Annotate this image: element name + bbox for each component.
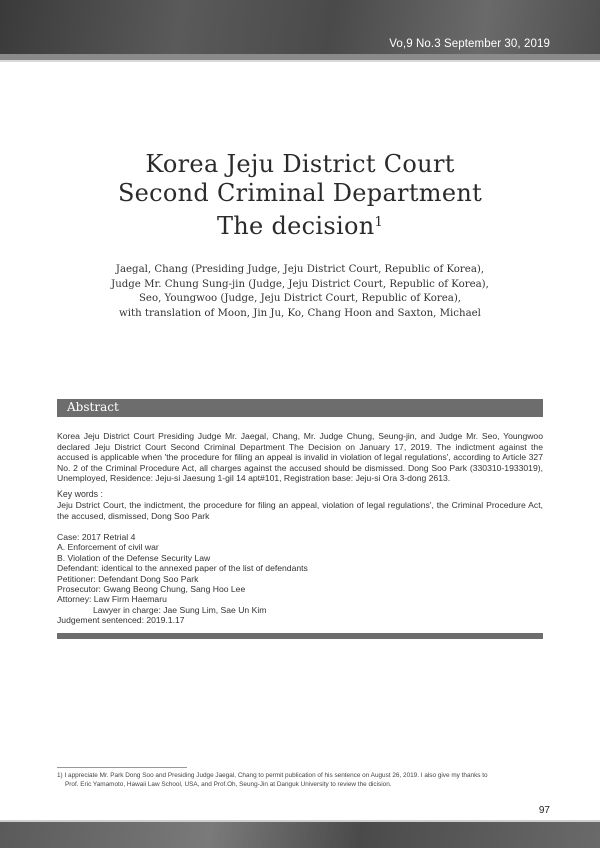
title-line-3 bbox=[0, 208, 600, 241]
footnote-line: 1) I appreciate Mr. Park Dong Soo and Presiding Judge Jaegal, Chang to permit publication of his sentence on August 26, 2019. I also give my thanks to bbox=[57, 772, 488, 779]
case-line: Petitioner: Defendant Dong Soo Park bbox=[57, 573, 199, 584]
page-title bbox=[0, 150, 600, 241]
header-band bbox=[0, 0, 600, 62]
footer-band bbox=[0, 822, 600, 848]
section-end-bar bbox=[57, 633, 543, 639]
author-line: Jaegal, Chang (Presiding Judge, Jeju District Court, Republic of Korea), bbox=[115, 264, 485, 275]
case-line: Judgement sentenced: 2019.1.17 bbox=[57, 615, 185, 626]
author-list bbox=[0, 263, 600, 321]
case-line: B. Violation of the Defense Security Law bbox=[57, 552, 211, 563]
case-info bbox=[57, 532, 308, 626]
keywords-text: Jeju Dstrict Court, the indictment, the procedure for filing an appeal, violation of legal regulations', the Criminal Procedure Act, the accused, dismissed, Dong Soo Park bbox=[57, 500, 543, 521]
keywords-heading: Key words : bbox=[57, 489, 103, 499]
footnote-line: Prof. Eric Yamamoto, Hawaii Law School, USA, and Prof.Oh, Seung-Jin at Danguk University to review the dicision. bbox=[65, 780, 392, 788]
abstract-heading-bar bbox=[57, 399, 543, 417]
author-line: Judge Mr. Chung Sung-jin (Judge, Jeju District Court, Republic of Korea), bbox=[111, 278, 489, 290]
footnote-marker[interactable]: 1 bbox=[374, 215, 384, 230]
abstract-text: Korea Jeju District Court Presiding Judge Mr. Jaegal, Chang, Mr. Judge Chung, Seung-jin, and Judge Mr. Seo, Youngwoo declared Jeju District Court Second Criminal Department The Decision on January 17, 2019. The indictment against the accused is applicable when 'the procedure for filing an appeal is invalid in violation of legal regulations', according to Article 327 No. 2 of the Criminal Procedure Act, all charges against the accused should be dismissed. Dong Soo Park (330310-1933019), Unemployed, Residence: Jeju-si Jaesung 1-gil 14 apt#101, Registration base: Jeju-si Ora 3-dong 2613. bbox=[57, 431, 543, 484]
footnote-rule bbox=[57, 767, 187, 768]
case-line: Attorney: Law Firm Haemaru bbox=[57, 594, 167, 605]
author-line: with translation of Moon, Jin Ju, Ko, Chang Hoon and Saxton, Michael bbox=[119, 307, 481, 319]
author-line: Seo, Youngwoo (Judge, Jeju District Court, Republic of Korea), bbox=[138, 293, 462, 304]
case-line: Case: 2017 Retrial 4 bbox=[57, 532, 136, 542]
case-line: Defendant: identical to the annexed paper of the list of defendants bbox=[57, 563, 308, 574]
title-line-3-text: The decision bbox=[216, 212, 375, 240]
page-number: 97 bbox=[538, 805, 550, 816]
case-line: A. Enforcement of civil war bbox=[57, 542, 159, 553]
issue-label: Vo,9 No.3 September 30, 2019 bbox=[389, 38, 550, 50]
title-line-2: Second Criminal Department bbox=[117, 179, 483, 207]
header-rule bbox=[0, 60, 600, 62]
footnote bbox=[57, 772, 547, 789]
case-line: Lawyer in charge: Jae Sung Lim, Sae Un Kim bbox=[93, 604, 267, 615]
abstract-heading: Abstract bbox=[67, 400, 119, 414]
case-line: Prosecutor: Gwang Beong Chung, Sang Hoo Lee bbox=[57, 584, 246, 595]
title-line-1: Korea Jeju District Court bbox=[145, 150, 455, 178]
